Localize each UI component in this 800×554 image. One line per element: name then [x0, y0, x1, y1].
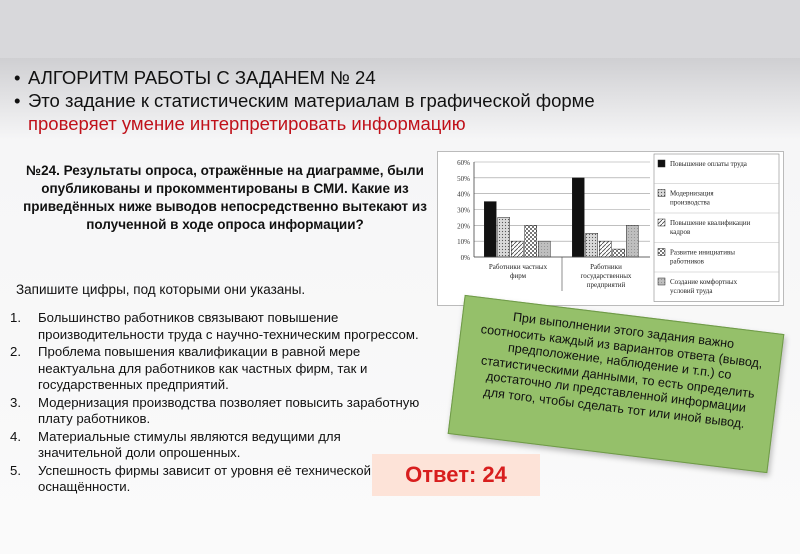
bar: [538, 241, 550, 257]
legend-label: Повышение оплаты труда: [670, 160, 747, 168]
bar: [572, 178, 584, 257]
chart-svg: [438, 152, 783, 305]
legend-label: Повышение квалификации: [670, 219, 751, 227]
legend-label: Создание комфортных: [670, 278, 738, 286]
legend-label: производства: [670, 198, 710, 207]
instruction-text: Запишите цифры, под которыми они указаны.: [16, 282, 306, 297]
x-tick-label: предприятий: [586, 281, 626, 289]
y-tick-label: 10%: [457, 238, 470, 247]
bullet-highlight: проверяет умение интерпретировать информацию: [28, 113, 466, 134]
legend-label: кадров: [670, 228, 691, 236]
x-tick-label: государственных: [580, 272, 632, 280]
legend-swatch: [658, 278, 665, 285]
bar: [511, 241, 523, 257]
answer-option: [6, 310, 426, 343]
option-number: 1.: [10, 310, 21, 325]
legend-label: условий труда: [670, 287, 713, 295]
answer-option: [6, 344, 426, 394]
option-number: 2.: [10, 344, 21, 359]
legend-label: Развитие инициативы: [670, 248, 735, 257]
y-tick-label: 20%: [457, 222, 470, 231]
bar: [525, 225, 537, 257]
y-tick-label: 0%: [460, 254, 470, 262]
bar: [498, 217, 510, 257]
answer-option: [6, 429, 426, 462]
legend-label: Модернизация: [670, 189, 714, 198]
bar: [599, 241, 611, 257]
option-text: Модернизация производства позволяет повысить заработную плату работников.: [38, 394, 420, 426]
option-text: Материальные стимулы являются ведущими для значительной доли опрошенных.: [38, 428, 341, 460]
legend-swatch: [658, 249, 665, 256]
task-text: №24. Результаты опроса, отражённые на диаграмме, были опубликованы и прокомментированы в СМИ. Какие из приведённых ниже выводов непосредственно вытекают из полученной в ходе опроса информации?: [23, 163, 427, 232]
answer-option: [6, 463, 426, 496]
bullet-item: • Это задание к статистическим материалам в графической форме: [14, 90, 595, 111]
option-number: 5.: [10, 462, 21, 478]
y-tick-label: 50%: [457, 174, 470, 183]
header-band: [0, 0, 800, 58]
bar: [613, 249, 625, 257]
bullet-item: • АЛГОРИТМ РАБОТЫ С ЗАДАНЕМ № 24: [14, 67, 376, 88]
option-number: 3.: [10, 394, 21, 410]
bar: [484, 202, 496, 257]
bar: [586, 233, 598, 257]
legend-swatch: [658, 190, 665, 197]
y-tick-label: 60%: [457, 159, 470, 167]
answer-option: [6, 395, 426, 428]
bar: [626, 225, 638, 257]
option-text: Большинство работников связывают повышение производительности труда с научно-техническим прогрессом.: [38, 310, 419, 342]
y-tick-label: 40%: [457, 190, 470, 199]
answer-box: Ответ: 24: [372, 454, 540, 496]
option-number: 4.: [10, 428, 21, 444]
legend-swatch: [658, 160, 665, 167]
bullet-text: Это задание к статистическим материалам в графической форме: [28, 90, 595, 111]
hint-note-text: При выполнении этого задания важно соотносить каждый из вариантов ответа (вывод, предположение, наблюдение и т.п.) со статистическими данными, то есть определить достаточно ли представленной информации для того, чтобы сделать тот или иной вывод.: [480, 310, 764, 431]
legend-label: работников: [670, 257, 704, 266]
y-tick-label: 30%: [457, 206, 470, 215]
option-text: Успешность фирмы зависит от уровня её технической оснащённости.: [38, 462, 371, 494]
bullet-text: АЛГОРИТМ РАБОТЫ С ЗАДАНЕМ № 24: [28, 67, 376, 88]
legend-swatch: [658, 219, 665, 226]
hint-note: [448, 295, 785, 473]
option-text: Проблема повышения квалификации в равной мере неактуальна для работников как частных фирм, так и государственных предприятий.: [38, 344, 368, 392]
x-tick-label: Работники частных: [488, 263, 548, 271]
x-tick-label: Работники: [590, 263, 622, 271]
answer-options-list: [6, 310, 426, 497]
x-tick-label: фирм: [509, 272, 527, 280]
chart: [437, 151, 784, 306]
bullet-list: [14, 66, 794, 135]
